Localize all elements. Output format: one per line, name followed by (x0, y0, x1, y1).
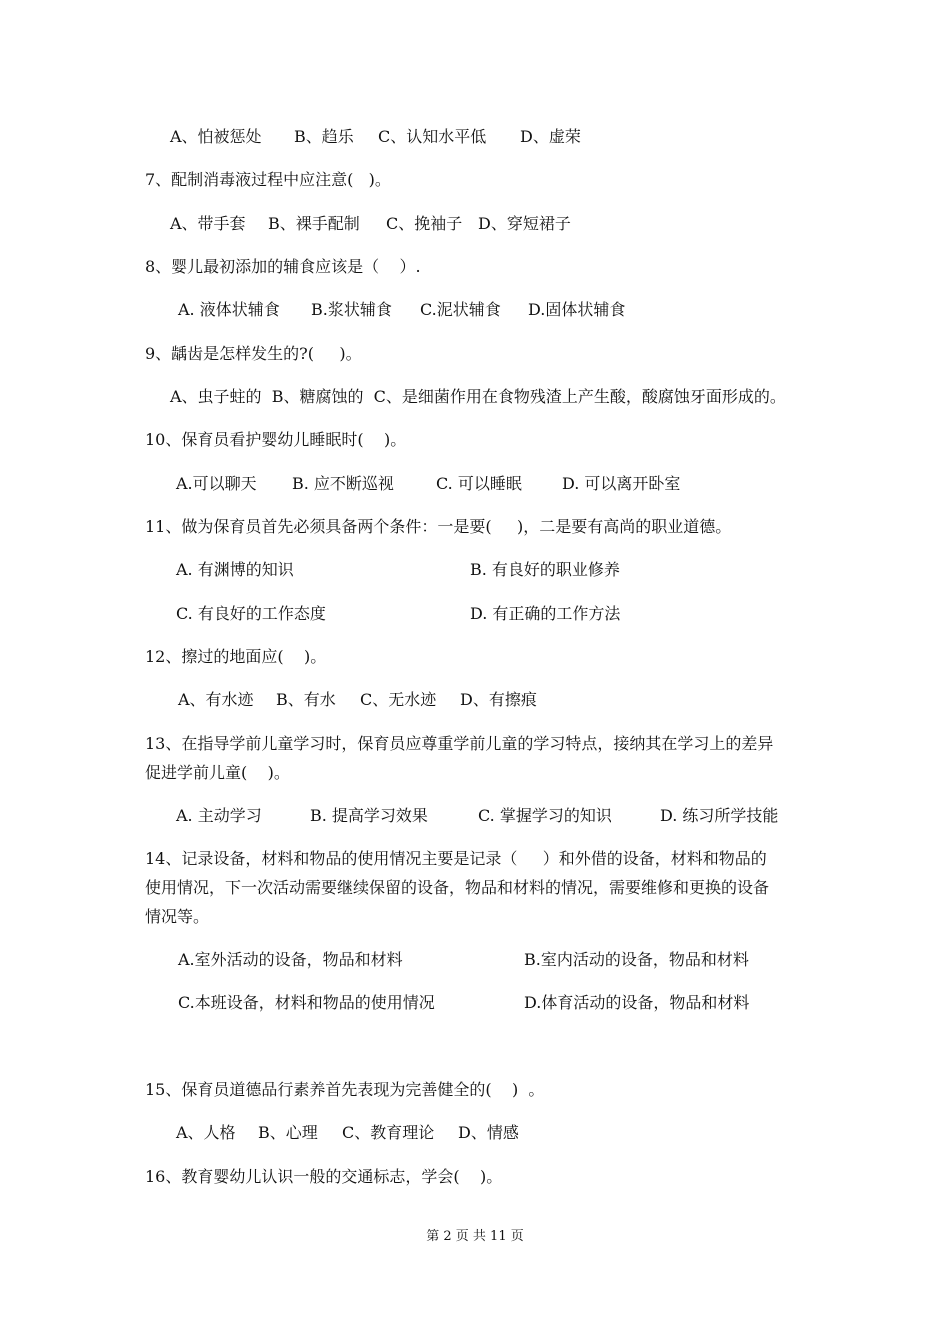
q7-option-a: A、带手套 (170, 214, 246, 233)
q6-option-d: D、虚荣 (520, 127, 581, 146)
q13-option-a: A. 主动学习 (176, 806, 262, 825)
q13-option-c: C. 掌握学习的知识 (478, 806, 612, 825)
q15-option-a: A、人格 (176, 1123, 236, 1142)
q6-option-a: A、怕被惩处 (170, 127, 262, 146)
q11-option-a: A. 有渊博的知识 (176, 560, 294, 579)
q7-option-d: D、穿短裙子 (478, 214, 571, 233)
question-9: 9、龋齿是怎样发生的?( )。 (145, 344, 362, 363)
question-15: 15、保育员道德品行素养首先表现为完善健全的( ) 。 (145, 1080, 545, 1099)
q12-option-b: B、有水 (276, 690, 336, 709)
q13-option-d: D. 练习所学技能 (660, 806, 779, 825)
question-7: 7、配制消毒液过程中应注意( )。 (145, 170, 391, 189)
question-16: 16、教育婴幼儿认识一般的交通标志，学会( )。 (145, 1167, 503, 1186)
q6-option-c: C、认知水平低 (378, 127, 487, 146)
q10-option-c: C. 可以睡眠 (436, 474, 522, 493)
page-footer: 第 2 页 共 11 页 (426, 1229, 524, 1244)
q11-option-d: D. 有正确的工作方法 (470, 604, 621, 623)
q15-option-d: D、情感 (458, 1123, 519, 1142)
q7-option-c: C、挽袖子 (386, 214, 463, 233)
q11-option-c: C. 有良好的工作态度 (176, 604, 326, 623)
question-12: 12、擦过的地面应( )。 (145, 647, 327, 666)
q14-option-b: B.室内活动的设备，物品和材料 (524, 950, 749, 969)
q12-option-c: C、无水迹 (360, 690, 437, 709)
q8-option-a: A. 液体状辅食 (178, 300, 280, 319)
q8-option-b: B.浆状辅食 (311, 300, 392, 319)
q8-option-d: D.固体状辅食 (528, 300, 626, 319)
q15-option-c: C、教育理论 (342, 1123, 435, 1142)
q11-option-b: B. 有良好的职业修养 (470, 560, 620, 579)
question-11: 11、做为保育员首先必须具备两个条件：一是要( )，二是要有高尚的职业道德。 (145, 517, 732, 536)
q12-option-a: A、有水迹 (178, 690, 254, 709)
q14-option-c: C.本班设备，材料和物品的使用情况 (178, 993, 435, 1012)
q10-option-d: D. 可以离开卧室 (562, 474, 681, 493)
q8-option-c: C.泥状辅食 (420, 300, 501, 319)
q15-option-b: B、心理 (258, 1123, 318, 1142)
q13-option-b: B. 提高学习效果 (310, 806, 428, 825)
q12-option-d: D、有擦痕 (460, 690, 537, 709)
q14-option-a: A.室外活动的设备，物品和材料 (178, 950, 403, 969)
q10-option-b: B. 应不断巡视 (292, 474, 394, 493)
question-13-line2: 促进学前儿童( )。 (145, 763, 290, 782)
q7-option-b: B、裸手配制 (268, 214, 360, 233)
q6-option-b: B、趋乐 (294, 127, 354, 146)
question-13-line1: 13、在指导学前儿童学习时，保育员应尊重学前儿童的学习特点，接纳其在学习上的差异 (145, 734, 774, 753)
q14-option-d: D.体育活动的设备，物品和材料 (524, 993, 750, 1012)
q10-option-a: A.可以聊天 (176, 474, 257, 493)
q9-options: A、虫子蛀的 B、糖腐蚀的 C、是细菌作用在食物残渣上产生酸，酸腐蚀牙面形成的。 (170, 387, 786, 406)
question-10: 10、保育员看护婴幼儿睡眠时( )。 (145, 430, 407, 449)
question-14-line1: 14、记录设备，材料和物品的使用情况主要是记录（ ）和外借的设备，材料和物品的 (145, 849, 767, 868)
question-8: 8、婴儿最初添加的辅食应该是（ ）. (145, 257, 421, 276)
question-14-line3: 情况等。 (145, 907, 210, 926)
question-14-line2: 使用情况，下一次活动需要继续保留的设备，物品和材料的情况，需要维修和更换的设备 (145, 878, 770, 897)
